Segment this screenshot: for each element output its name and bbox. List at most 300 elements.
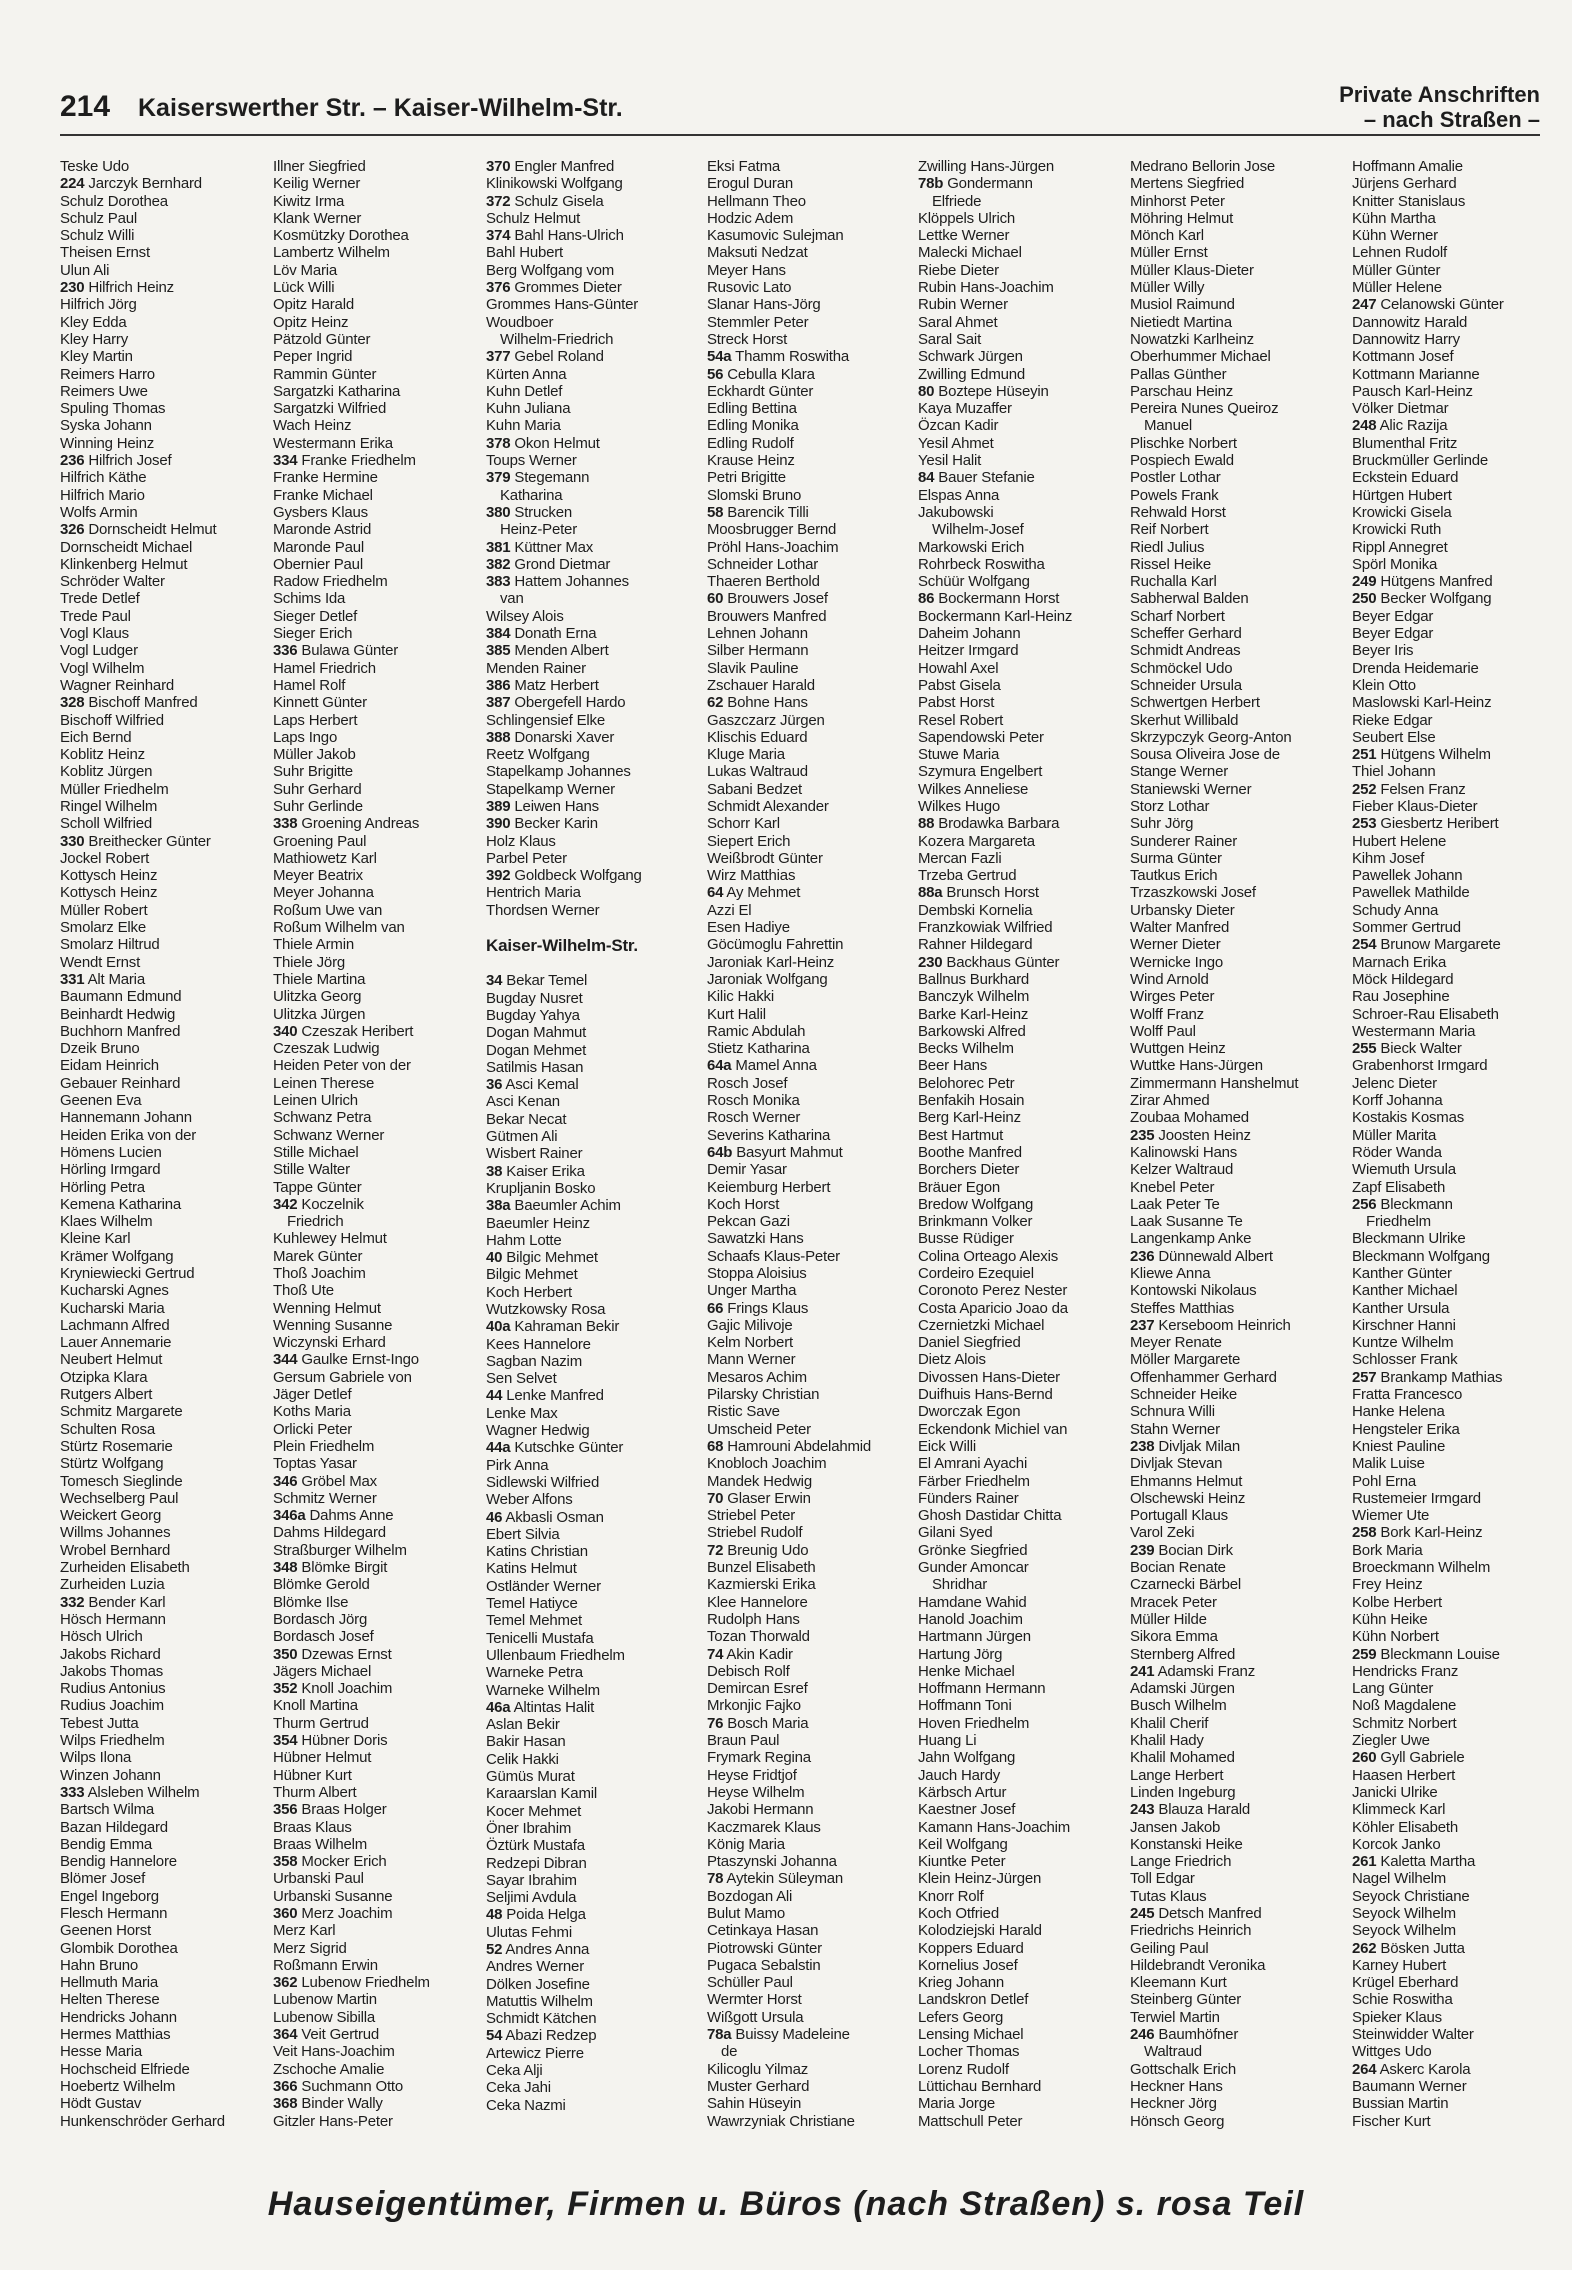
address-entry: Laps Herbert — [273, 711, 358, 729]
address-entry: 48 Poida Helga — [486, 1906, 586, 1924]
address-entry: Kühn Martha — [1352, 209, 1436, 227]
address-entry: Sawatzki Hans — [707, 1230, 804, 1248]
address-entry: Müller Willy — [1130, 279, 1205, 297]
house-number: 381 — [486, 538, 511, 556]
address-entry: Striebel Rudolf — [707, 1524, 803, 1542]
address-entry: Kilic Hakki — [707, 988, 774, 1006]
house-number: 366 — [273, 2077, 298, 2095]
address-entry: Müller Klaus-Dieter — [1130, 261, 1254, 279]
address-entry: Schüür Wolfgang — [918, 573, 1030, 591]
address-entry: Hösch Hermann — [60, 1610, 166, 1628]
address-entry: Urbanski Paul — [273, 1870, 364, 1888]
address-entry: Karney Hubert — [1352, 1956, 1447, 1974]
house-number: 346 — [273, 1472, 298, 1490]
address-entry: Saral Sait — [918, 330, 982, 348]
address-entry: Berg Wolfgang vom — [486, 261, 615, 279]
house-number: 372 — [486, 192, 511, 210]
address-entry: Wittges Udo — [1352, 2043, 1432, 2061]
address-entry: Azzi El — [707, 901, 752, 919]
address-entry: Beer Hans — [918, 1057, 988, 1075]
address-entry: Knoll Martina — [273, 1697, 358, 1715]
address-entry: Ramic Abdulah — [707, 1022, 806, 1040]
address-entry: 381 Küttner Max — [486, 538, 594, 556]
address-entry: 377 Gebel Roland — [486, 348, 604, 366]
address-entry: Suhr Brigitte — [273, 763, 353, 781]
section-title — [1339, 82, 1540, 132]
address-entry: Colina Orteago Alexis — [918, 1247, 1059, 1265]
address-entry: Lambertz Wilhelm — [273, 244, 390, 262]
column-2 — [273, 158, 483, 2130]
address-entry: Unger Martha — [707, 1282, 797, 1300]
address-entry: Broeckmann Wilhelm — [1352, 1559, 1491, 1577]
address-entry: Heckner Jörg — [1130, 2095, 1217, 2113]
address-entry: Schwanz Werner — [273, 1126, 385, 1144]
address-entry: Schneider Lothar — [707, 555, 819, 573]
address-entry: Dogan Mehmet — [486, 1041, 587, 1059]
address-entry: Ulitzka Jürgen — [273, 1005, 366, 1023]
house-number: 237 — [1130, 1316, 1155, 1334]
address-entry: 84 Bauer Stefanie — [918, 469, 1035, 487]
address-entry: 336 Bulawa Günter — [273, 642, 399, 660]
address-entry: Mandek Hedwig — [707, 1472, 812, 1490]
address-entry: Costa Aparicio Joao da — [918, 1299, 1068, 1317]
address-entry: Hartung Jörg — [918, 1645, 1003, 1663]
house-number: 386 — [486, 676, 511, 694]
address-entry: Belohorec Petr — [918, 1074, 1015, 1092]
address-entry: Sargatzki Wilfried — [273, 400, 387, 418]
address-entry: Knebel Peter — [1130, 1178, 1215, 1196]
address-entry: Müller Robert — [60, 901, 148, 919]
address-entry: 385 Menden Albert — [486, 642, 609, 660]
address-entry: Heyse Fridtjof — [707, 1766, 797, 1784]
address-entry: Wind Arnold — [1130, 970, 1209, 988]
address-entry: Mrkonjic Fajko — [707, 1697, 801, 1715]
address-entry: 344 Gaulke Ernst-Ingo — [273, 1351, 419, 1369]
address-entry: Ruchalla Karl — [1130, 573, 1217, 591]
address-entry: Walter Manfred — [1130, 919, 1230, 937]
house-number: 64b — [707, 1143, 733, 1161]
address-entry: Bendig Hannelore — [60, 1853, 177, 1871]
address-entry: 54 Abazi Redzep — [486, 2027, 597, 2045]
address-entry: Meyer Hans — [707, 261, 786, 279]
address-entry: Roßmann Erwin — [273, 1956, 378, 1974]
address-entry: Tautkus Erich — [1130, 867, 1218, 885]
address-entry: Maria Jorge — [918, 2095, 995, 2113]
address-columns — [60, 158, 1560, 2148]
address-entry: 88a Brunsch Horst — [918, 884, 1039, 902]
address-entry: Lüttichau Bernhard — [918, 2077, 1042, 2095]
address-entry: Friedrich — [287, 1213, 344, 1231]
address-entry: Kucharski Maria — [60, 1299, 165, 1317]
address-entry: Schmöckel Udo — [1130, 659, 1233, 677]
address-entry: Hoffmann Toni — [918, 1697, 1012, 1715]
address-entry: Huang Li — [918, 1732, 977, 1750]
address-entry: Kosmützky Dorothea — [273, 227, 409, 245]
address-entry: Bugday Yahya — [486, 1006, 580, 1024]
house-number: 52 — [486, 1940, 503, 1958]
address-entry: Menden Rainer — [486, 659, 586, 677]
address-entry: Berg Karl-Heinz — [918, 1109, 1021, 1127]
address-entry: Thiel Johann — [1352, 763, 1436, 781]
address-entry: Pospiech Ewald — [1130, 452, 1234, 470]
address-entry: Schmidt Kätchen — [486, 2010, 597, 2028]
address-entry: Ceka Jahi — [486, 2079, 551, 2097]
address-entry: Boothe Manfred — [918, 1143, 1022, 1161]
address-entry: Nietiedt Martina — [1130, 313, 1232, 331]
address-entry: Pallas Günther — [1130, 365, 1227, 383]
address-entry: Katins Helmut — [486, 1560, 577, 1578]
address-entry: Maronde Paul — [273, 538, 364, 556]
house-number: 245 — [1130, 1904, 1155, 1922]
house-number: 34 — [486, 972, 503, 990]
address-entry: Roßum Wilhelm van — [273, 919, 405, 937]
address-entry: Lubenow Sibilla — [273, 2008, 376, 2026]
address-entry: Klöppels Ulrich — [918, 209, 1016, 227]
address-entry: Dietz Alois — [918, 1351, 986, 1369]
address-entry: 331 Alt Maria — [60, 970, 145, 988]
address-entry: Wechselberg Paul — [60, 1489, 179, 1507]
address-entry: Wolff Paul — [1130, 1022, 1196, 1040]
address-entry: Fieber Klaus-Dieter — [1352, 797, 1478, 815]
address-entry: Edling Bettina — [707, 400, 797, 418]
house-number: 246 — [1130, 2026, 1155, 2044]
house-number: 328 — [60, 694, 85, 712]
address-entry: Schlingensief Elke — [486, 711, 605, 729]
address-entry: 392 Goldbeck Wolfgang — [486, 867, 642, 885]
address-entry: König Maria — [707, 1835, 785, 1853]
address-entry: Hamdane Wahid — [918, 1593, 1027, 1611]
address-entry: Hilfrich Jörg — [60, 296, 137, 314]
address-entry: Brinkmann Volker — [918, 1213, 1033, 1231]
house-number: 338 — [273, 815, 298, 833]
address-entry: Müller Helene — [1352, 279, 1442, 297]
address-entry: Wiemuth Ursula — [1352, 1161, 1456, 1179]
house-number: 256 — [1352, 1195, 1377, 1213]
address-entry: Neubert Helmut — [60, 1351, 163, 1369]
address-entry: Kanther Ursula — [1352, 1299, 1450, 1317]
address-entry: Ullenbaum Friedhelm — [486, 1646, 625, 1664]
address-entry: Laak Peter Te — [1130, 1195, 1220, 1213]
address-entry: Hanke Helena — [1352, 1403, 1445, 1421]
address-entry: Bartsch Wilma — [60, 1801, 155, 1819]
address-entry: Offenhammer Gerhard — [1130, 1368, 1277, 1386]
address-entry: Sikora Emma — [1130, 1628, 1218, 1646]
address-entry: Mann Werner — [707, 1351, 796, 1369]
house-number: 370 — [486, 158, 511, 175]
address-entry: Blömke Gerold — [273, 1576, 370, 1594]
address-entry: Aslan Bekir — [486, 1716, 560, 1734]
address-entry: Meyer Johanna — [273, 884, 374, 902]
address-entry: Koblitz Heinz — [60, 746, 145, 764]
address-entry: Klein Otto — [1352, 676, 1416, 694]
address-entry: Kuhn Maria — [486, 417, 561, 435]
address-entry: Best Hartmut — [918, 1126, 1004, 1144]
house-number: 54a — [707, 348, 732, 366]
address-entry: Wiczynski Erhard — [273, 1334, 386, 1352]
address-entry: Hahm Lotte — [486, 1231, 562, 1249]
address-entry: Suhr Gerhard — [273, 780, 362, 798]
address-entry: Schneider Ursula — [1130, 676, 1242, 694]
address-entry: Meyer Renate — [1130, 1334, 1222, 1352]
address-entry: Rehwald Horst — [1130, 503, 1226, 521]
address-entry: Thiele Jörg — [273, 953, 346, 971]
address-entry: Musiol Raimund — [1130, 296, 1235, 314]
address-entry: Jauch Hardy — [918, 1766, 1001, 1784]
address-entry: Möller Margarete — [1130, 1351, 1241, 1369]
address-entry: Hunkenschröder Gerhard — [60, 2112, 225, 2130]
house-number: 58 — [707, 503, 724, 521]
address-entry: Gajic Milivoje — [707, 1316, 793, 1334]
address-entry: Müller Jakob — [273, 746, 356, 764]
address-entry: Klischis Eduard — [707, 728, 808, 746]
address-entry: Vogl Ludger — [60, 642, 138, 660]
address-entry: Thaeren Berthold — [707, 573, 820, 591]
address-entry: Langenkamp Anke — [1130, 1230, 1252, 1248]
address-entry: Hürtgen Hubert — [1352, 486, 1452, 504]
address-entry: 350 Dzewas Ernst — [273, 1645, 392, 1663]
address-entry: Zwilling Edmund — [918, 365, 1026, 383]
address-entry: Schroer-Rau Elisabeth — [1352, 1005, 1499, 1023]
address-entry: Özcan Kadir — [918, 417, 999, 435]
address-entry: Bendig Emma — [60, 1835, 153, 1853]
address-entry: Kley Edda — [60, 313, 127, 331]
address-entry: Thurm Gertrud — [273, 1714, 369, 1732]
address-entry: Kamann Hans-Joachim — [918, 1818, 1071, 1836]
address-entry: 56 Cebulla Klara — [707, 365, 815, 383]
address-entry: Urbansky Dieter — [1130, 901, 1235, 919]
address-entry: Knobloch Joachim — [707, 1455, 827, 1473]
address-entry: Weißbrodt Günter — [707, 849, 823, 867]
address-entry: 257 Brankamp Mathias — [1352, 1368, 1503, 1386]
address-entry: Sieger Detlef — [273, 607, 358, 625]
address-entry: Dannowitz Harry — [1352, 330, 1460, 348]
address-entry: Ristic Save — [707, 1403, 780, 1421]
address-entry: Bordasch Jörg — [273, 1610, 368, 1628]
address-entry: Klaes Wilhelm — [60, 1213, 153, 1231]
address-entry: Wagner Reinhard — [60, 676, 175, 694]
address-entry: Thoß Ute — [273, 1282, 334, 1300]
address-entry: 360 Merz Joachim — [273, 1904, 393, 1922]
address-entry: 78a Buissy Madeleine — [707, 2026, 850, 2044]
address-entry: 264 Askerc Karola — [1352, 2060, 1471, 2078]
address-entry: Eckendonk Michiel van — [918, 1420, 1068, 1438]
house-number: 38 — [486, 1162, 503, 1180]
address-entry: Kiuntke Peter — [918, 1853, 1006, 1871]
address-entry: Tozan Thorwald — [707, 1628, 810, 1646]
address-entry: Kolodziejski Harald — [918, 1922, 1042, 1940]
address-entry: 40a Kahraman Bekir — [486, 1318, 620, 1336]
address-entry: 383 Hattem Johannes — [486, 573, 629, 591]
address-entry: 44 Lenke Manfred — [486, 1387, 604, 1405]
address-entry: Busse Rüdiger — [918, 1230, 1014, 1248]
address-entry: Göcümoglu Fahrettin — [707, 936, 844, 954]
address-entry: Wilps Ilona — [60, 1749, 132, 1767]
address-entry: Reetz Wolfgang — [486, 746, 590, 764]
footer-note: Hauseigentümer, Firmen u. Büros (nach Straßen) s. rosa Teil — [267, 2185, 1305, 2223]
address-entry: Bruckmüller Gerlinde — [1352, 452, 1489, 470]
address-entry: 378 Okon Helmut — [486, 434, 600, 452]
address-entry: Kley Harry — [60, 330, 129, 348]
address-entry: Hörling Irmgard — [60, 1161, 161, 1179]
address-entry: Schlosser Frank — [1352, 1351, 1458, 1369]
address-entry: Becks Wilhelm — [918, 1040, 1014, 1058]
address-entry: Rosch Josef — [707, 1074, 788, 1092]
address-entry: 346a Dahms Anne — [273, 1507, 394, 1525]
address-entry: Bräuer Egon — [918, 1178, 1001, 1196]
address-entry: Gottschalk Erich — [1130, 2060, 1237, 2078]
address-entry: Umscheid Peter — [707, 1420, 811, 1438]
address-entry: 262 Bösken Jutta — [1352, 1939, 1465, 1957]
address-entry: Scheffer Gerhard — [1130, 625, 1242, 643]
address-entry: Heiden Erika von der — [60, 1126, 197, 1144]
column-6 — [1130, 158, 1340, 2130]
address-entry: Heiden Peter von der — [273, 1057, 411, 1075]
address-entry: 255 Bieck Walter — [1352, 1040, 1462, 1058]
address-entry: Klinikowski Wolfgang — [486, 175, 623, 193]
address-entry: Kilicoglu Yilmaz — [707, 2060, 809, 2078]
address-entry: Reimers Uwe — [60, 382, 148, 400]
address-entry: Tappe Günter — [273, 1178, 362, 1196]
address-entry: Kürten Anna — [486, 365, 567, 383]
section-title-line2: – nach Straßen – — [1363, 107, 1540, 132]
address-entry: 248 Alic Razija — [1352, 417, 1448, 435]
address-entry: Eick Willi — [918, 1437, 976, 1455]
address-entry: 239 Bocian Dirk — [1130, 1541, 1233, 1559]
address-entry: Kühn Norbert — [1352, 1628, 1439, 1646]
address-entry: Ehmanns Helmut — [1130, 1472, 1243, 1490]
address-entry: Demircan Esref — [707, 1680, 808, 1698]
address-entry: Pereira Nunes Queiroz — [1130, 400, 1279, 418]
house-number: 342 — [273, 1195, 298, 1213]
address-entry: 340 Czeszak Heribert — [273, 1022, 414, 1040]
address-entry: Kiwitz Irma — [273, 192, 345, 210]
address-entry: 338 Groening Andreas — [273, 815, 420, 833]
street-range-title: Kaiserswerther Str. – Kaiser-Wilhelm-Str. — [138, 94, 623, 122]
address-entry: Moosbrugger Bernd — [707, 521, 837, 539]
address-entry: Ulutas Fehmi — [486, 1923, 572, 1941]
house-number: 334 — [273, 452, 298, 470]
address-entry: Sahin Hüseyin — [707, 2095, 802, 2113]
address-entry: Varol Zeki — [1130, 1524, 1195, 1542]
house-number: 88a — [918, 884, 943, 902]
address-entry: Mertens Siegfried — [1130, 175, 1245, 193]
address-entry: Ghosh Dastidar Chitta — [918, 1507, 1062, 1525]
address-entry: Merz Karl — [273, 1922, 336, 1940]
address-entry: Sapendowski Peter — [918, 728, 1044, 746]
address-entry: Lensing Michael — [918, 2026, 1024, 2044]
address-entry: 366 Suchmann Otto — [273, 2077, 404, 2095]
house-number: 252 — [1352, 780, 1377, 798]
address-entry: 342 Koczelnik — [273, 1195, 364, 1213]
address-entry: Hamel Rolf — [273, 676, 346, 694]
address-entry: Busch Wilhelm — [1130, 1697, 1227, 1715]
address-entry: Sagban Nazim — [486, 1352, 582, 1370]
address-entry: Rudius Joachim — [60, 1697, 164, 1715]
address-entry: Minhorst Peter — [1130, 192, 1225, 210]
address-entry: Gümüs Murat — [486, 1768, 575, 1786]
address-entry: Streck Horst — [707, 330, 788, 348]
address-entry: Rubin Hans-Joachim — [918, 279, 1054, 297]
address-entry: Wolff Franz — [1130, 1005, 1204, 1023]
address-entry: Eksi Fatma — [707, 158, 781, 175]
address-entry: Hentrich Maria — [486, 884, 581, 902]
address-entry: 36 Asci Kemal — [486, 1076, 579, 1094]
address-entry: Schnura Willi — [1130, 1403, 1215, 1421]
address-entry: 78b Gondermann — [918, 175, 1033, 193]
address-entry: Warneke Petra — [486, 1664, 583, 1682]
address-entry: Korcok Janko — [1352, 1835, 1441, 1853]
address-entry: Otzipka Klara — [60, 1368, 148, 1386]
address-entry: Kanther Michael — [1352, 1282, 1458, 1300]
address-entry: Sunderer Rainer — [1130, 832, 1238, 850]
address-entry: 40 Bilgic Mehmet — [486, 1249, 598, 1267]
house-number: 54 — [486, 2027, 503, 2045]
address-entry: 236 Dünnewald Albert — [1130, 1247, 1273, 1265]
address-entry: Willms Johannes — [60, 1524, 171, 1542]
address-entry: Mercan Fazli — [918, 849, 1002, 867]
address-entry: Edling Rudolf — [707, 434, 794, 452]
address-entry: Konstanski Heike — [1130, 1835, 1243, 1853]
house-number: 330 — [60, 832, 85, 850]
address-entry: Blumenthal Fritz — [1352, 434, 1458, 452]
address-entry: Schulz Dorothea — [60, 192, 168, 210]
address-entry: Jockel Robert — [60, 849, 150, 867]
address-entry: Thiele Armin — [273, 936, 354, 954]
address-entry: Flesch Hermann — [60, 1904, 168, 1922]
address-entry: Frey Heinz — [1352, 1576, 1423, 1594]
address-entry: Westermann Erika — [273, 434, 393, 452]
address-entry: Hübner Helmut — [273, 1749, 372, 1767]
address-entry: 328 Bischoff Manfred — [60, 694, 198, 712]
address-entry: Müller Hilde — [1130, 1610, 1207, 1628]
address-entry: Braas Klaus — [273, 1818, 352, 1836]
house-number: 259 — [1352, 1645, 1377, 1663]
address-entry: Zschauer Harald — [707, 676, 815, 694]
address-entry: Cetinkaya Hasan — [707, 1922, 819, 1940]
address-entry: 72 Breunig Udo — [707, 1541, 809, 1559]
address-entry: Toptas Yasar — [273, 1455, 357, 1473]
address-entry: Schmitz Werner — [273, 1489, 377, 1507]
address-entry: Pohl Erna — [1352, 1472, 1417, 1490]
address-entry: Pausch Karl-Heinz — [1352, 382, 1473, 400]
address-entry: 230 Backhaus Günter — [918, 953, 1060, 971]
house-number: 235 — [1130, 1126, 1155, 1144]
address-entry: Kottmann Marianne — [1352, 365, 1480, 383]
address-entry: Thiele Martina — [273, 970, 366, 988]
house-number: 264 — [1352, 2060, 1377, 2078]
address-entry: Rustemeier Irmgard — [1352, 1489, 1481, 1507]
address-entry: Schmitz Margarete — [60, 1403, 183, 1421]
address-entry: Kleemann Kurt — [1130, 1974, 1227, 1992]
address-entry: Skerhut Willibald — [1130, 711, 1239, 729]
address-entry: Laps Ingo — [273, 728, 338, 746]
address-entry: Köhler Elisabeth — [1352, 1818, 1459, 1836]
address-entry: Wutzkowsky Rosa — [486, 1301, 606, 1318]
address-entry: Klee Hannelore — [707, 1593, 808, 1611]
address-entry: Smolarz Hiltrud — [60, 936, 160, 954]
address-entry: Kelm Norbert — [707, 1334, 793, 1352]
address-entry: Steinberg Günter — [1130, 1991, 1242, 2009]
address-entry: Sieger Erich — [273, 625, 353, 643]
address-entry: Skrzypczyk Georg-Anton — [1130, 728, 1292, 746]
address-entry: Brouwers Manfred — [707, 607, 827, 625]
address-entry: Beyer Iris — [1352, 642, 1414, 660]
address-entry: Heckner Hans — [1130, 2077, 1223, 2095]
address-entry: Kemena Katharina — [60, 1195, 182, 1213]
address-entry: Silber Hermann — [707, 642, 809, 660]
address-entry: Wawrzyniak Christiane — [707, 2112, 855, 2130]
address-entry: Hübner Kurt — [273, 1766, 352, 1784]
